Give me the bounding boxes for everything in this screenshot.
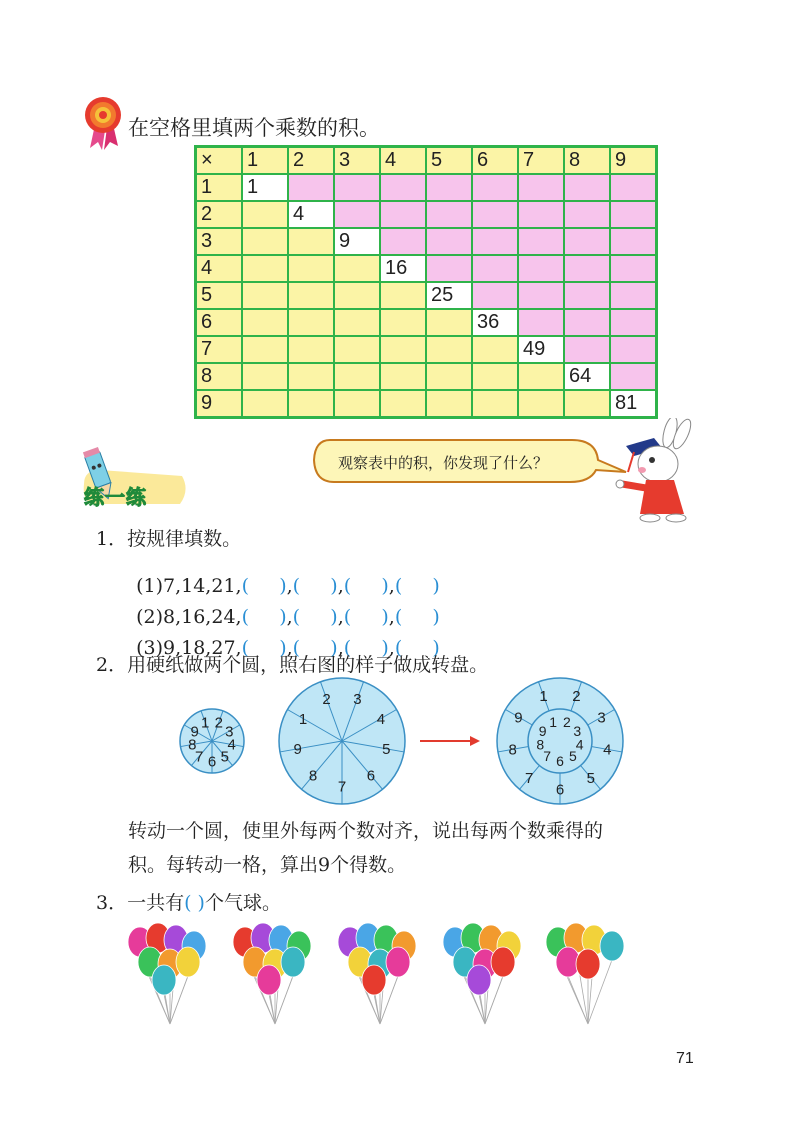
product-cell-filled: 25: [426, 282, 472, 309]
balloon: [600, 931, 624, 961]
product-cell-blank[interactable]: [426, 228, 472, 255]
wheel-number: 9: [538, 722, 547, 739]
product-cell-blank[interactable]: [610, 201, 657, 228]
row-header: 2: [196, 201, 243, 228]
balloon-bunch: [128, 923, 206, 1024]
wheel-number: 9: [293, 741, 302, 759]
q1-line-1-blank-1[interactable]: ( ): [241, 575, 287, 597]
wheel-number: 4: [603, 741, 612, 759]
col-header: 9: [610, 147, 657, 175]
product-cell-blank[interactable]: [242, 363, 288, 390]
product-cell-blank[interactable]: [288, 255, 334, 282]
multiplication-table: [194, 145, 658, 419]
product-cell-blank[interactable]: [242, 390, 288, 418]
combined-wheel: [497, 678, 623, 804]
wheel-number: 4: [376, 710, 386, 728]
q2-text-line-1: 转动一个圆，使里外每两个数对齐，说出每两个数乘得的: [128, 820, 604, 842]
wheel-number: 8: [308, 767, 318, 785]
product-cell-blank[interactable]: [610, 309, 657, 336]
balloon-bunch: [546, 923, 624, 1024]
product-cell-filled: 9: [334, 228, 380, 255]
balloon: [362, 965, 386, 995]
wheel-number: 7: [194, 748, 204, 766]
q1-line-3-prefix: (3)9,18,27,: [136, 637, 242, 659]
product-cell-blank[interactable]: [426, 309, 472, 336]
arrow-icon: [420, 736, 480, 746]
product-cell-filled: 1: [242, 174, 288, 201]
wheel-number: 8: [536, 736, 545, 753]
wheel-number: 5: [382, 741, 391, 759]
row-header: 6: [196, 309, 243, 336]
product-cell-blank[interactable]: [472, 228, 518, 255]
wheel-number: 9: [514, 709, 523, 727]
product-cell-blank[interactable]: [288, 363, 334, 390]
product-cell-blank[interactable]: [380, 336, 426, 363]
product-cell-filled: 49: [518, 336, 564, 363]
product-cell-blank[interactable]: [426, 174, 472, 201]
product-cell-blank[interactable]: [242, 255, 288, 282]
col-header: 7: [518, 147, 564, 175]
product-cell-blank[interactable]: [610, 336, 657, 363]
product-cell-blank[interactable]: [242, 309, 288, 336]
product-cell-blank[interactable]: [334, 282, 380, 309]
wheel-number: 4: [227, 736, 236, 754]
product-cell-blank[interactable]: [426, 390, 472, 418]
wheel-number: 7: [337, 778, 347, 796]
rosette-icon: [82, 94, 124, 150]
balloon: [491, 947, 515, 977]
product-cell-blank[interactable]: [564, 201, 610, 228]
product-cell-blank[interactable]: [334, 174, 380, 201]
q1-line-2-blank-3[interactable]: ( ): [343, 606, 389, 628]
practice-title: 练一练: [84, 485, 147, 509]
product-cell-blank[interactable]: [426, 201, 472, 228]
product-cell-blank[interactable]: [610, 174, 657, 201]
wheel-number: 6: [556, 752, 564, 769]
balloon-bunch: [233, 923, 311, 1024]
row-header: 1: [196, 174, 243, 201]
product-cell-filled: 4: [288, 201, 334, 228]
small-wheel: [180, 709, 244, 773]
product-cell-blank[interactable]: [610, 363, 657, 390]
product-cell-blank[interactable]: [564, 174, 610, 201]
row-header: 4: [196, 255, 243, 282]
wheel-number: 2: [214, 714, 224, 732]
product-cell-blank[interactable]: [564, 228, 610, 255]
balloon: [576, 949, 600, 979]
q1-line-3-blank-2[interactable]: ( ): [292, 637, 338, 659]
row-header: 5: [196, 282, 243, 309]
page-number: 71: [676, 1050, 694, 1067]
q3-text: [96, 888, 281, 915]
wheel-number: 6: [207, 753, 217, 771]
product-cell-blank[interactable]: [472, 282, 518, 309]
q1-title: 1．按规律填数。: [96, 528, 242, 550]
product-cell-blank[interactable]: [518, 282, 564, 309]
product-cell-blank[interactable]: [334, 336, 380, 363]
wheel-number: 8: [508, 741, 517, 759]
row-header: 8: [196, 363, 243, 390]
product-cell-blank[interactable]: [426, 255, 472, 282]
col-header: 3: [334, 147, 380, 175]
product-cell-blank[interactable]: [426, 336, 472, 363]
wheel-number: 3: [573, 722, 582, 739]
wheel-number: 7: [524, 770, 534, 788]
product-cell-blank[interactable]: [288, 336, 334, 363]
product-cell-blank[interactable]: [518, 201, 564, 228]
product-cell-blank[interactable]: [380, 228, 426, 255]
product-cell-blank[interactable]: [288, 228, 334, 255]
product-cell-blank[interactable]: [380, 309, 426, 336]
wheel-number: 2: [562, 714, 571, 731]
product-cell-blank[interactable]: [380, 363, 426, 390]
product-cell-blank[interactable]: [380, 174, 426, 201]
product-cell-blank[interactable]: [472, 255, 518, 282]
product-cell-blank[interactable]: [242, 282, 288, 309]
q1-line-2-prefix: (2)8,16,24,: [136, 606, 242, 628]
wheel-number: 1: [539, 688, 548, 706]
product-cell-blank[interactable]: [518, 309, 564, 336]
product-cell-blank[interactable]: [610, 255, 657, 282]
product-cell-blank[interactable]: [380, 390, 426, 418]
wheel-number: 3: [353, 690, 362, 708]
wheel-number: 3: [225, 723, 234, 741]
wheel-number: 3: [597, 709, 606, 727]
q1-line-3-blank-3[interactable]: ( ): [343, 637, 389, 659]
product-cell-blank[interactable]: [472, 336, 518, 363]
product-cell-blank[interactable]: [242, 201, 288, 228]
product-cell-blank[interactable]: [472, 174, 518, 201]
product-cell-blank[interactable]: [288, 390, 334, 418]
row-header: 3: [196, 228, 243, 255]
wheel-number: 8: [188, 736, 197, 754]
row-header: 9: [196, 390, 243, 418]
q1-line-3: (3)9,18,27,( ),( ),( ),( ): [136, 637, 440, 659]
q2-text-line-2: 积。每转动一格，算出9个得数。: [128, 854, 407, 876]
col-header: 4: [380, 147, 426, 175]
product-cell-blank[interactable]: [564, 255, 610, 282]
wheel-number: 1: [298, 710, 308, 728]
balloon: [176, 947, 200, 977]
bubble-text: 观察表中的积，你发现了什么？: [338, 454, 549, 472]
product-cell-blank[interactable]: [334, 363, 380, 390]
product-cell-blank[interactable]: [518, 174, 564, 201]
wheel-number: 9: [190, 723, 199, 741]
product-cell-blank[interactable]: [334, 255, 380, 282]
product-cell-blank[interactable]: [610, 228, 657, 255]
wheel-number: 4: [575, 736, 584, 753]
q1-line-3-blank-4[interactable]: ( ): [394, 637, 440, 659]
product-cell-blank[interactable]: [288, 282, 334, 309]
wheel-number: 1: [549, 714, 558, 731]
product-cell-filled: 16: [380, 255, 426, 282]
col-header: 6: [472, 147, 518, 175]
q1-line-2-blank-2[interactable]: ( ): [292, 606, 338, 628]
balloon: [257, 965, 281, 995]
col-header: 8: [564, 147, 610, 175]
product-cell-blank[interactable]: [518, 390, 564, 418]
product-cell-blank[interactable]: [334, 201, 380, 228]
balloon: [467, 965, 491, 995]
wheel-number: 7: [543, 748, 552, 765]
product-cell-blank[interactable]: [288, 309, 334, 336]
product-cell-blank[interactable]: [472, 390, 518, 418]
q1-line-1-blank-2[interactable]: ( ): [292, 575, 338, 597]
product-cell-blank[interactable]: [334, 390, 380, 418]
wheel-number: 5: [568, 748, 577, 765]
product-cell-blank[interactable]: [288, 174, 334, 201]
q1-line-3-blank-1[interactable]: ( ): [241, 637, 287, 659]
balloons-image: [120, 920, 660, 1030]
q2-title: 2．用硬纸做两个圆，照右图的样子做成转盘。: [96, 654, 489, 676]
balloon-bunch: [443, 923, 521, 1024]
wheel-number: 1: [200, 714, 210, 732]
rabbit-teacher-image: [612, 418, 702, 524]
wheel-number: 5: [586, 770, 596, 788]
product-cell-blank[interactable]: [426, 363, 472, 390]
product-cell-blank[interactable]: [518, 255, 564, 282]
product-cell-filled: 64: [564, 363, 610, 390]
product-cell-blank[interactable]: [518, 363, 564, 390]
q1-line-2-blank-1[interactable]: ( ): [241, 606, 287, 628]
product-cell-blank[interactable]: [380, 201, 426, 228]
product-cell-blank[interactable]: [610, 282, 657, 309]
product-cell-blank[interactable]: [564, 309, 610, 336]
col-header: 5: [426, 147, 472, 175]
product-cell-blank[interactable]: [472, 201, 518, 228]
product-cell-blank[interactable]: [564, 282, 610, 309]
page-heading: 在空格里填两个乘数的积。: [128, 116, 380, 140]
q1-line-1: (1)7,14,21,( ),( ),( ),( ): [136, 575, 440, 597]
product-cell-blank[interactable]: [564, 336, 610, 363]
q3-suffix: 个气球。: [204, 892, 281, 914]
product-cell-filled: 81: [610, 390, 657, 418]
product-cell-blank[interactable]: [564, 390, 610, 418]
q3-prefix: 3．一共有: [96, 892, 185, 914]
product-cell-blank[interactable]: [242, 336, 288, 363]
col-header: 2: [288, 147, 334, 175]
q1-line-2: (2)8,16,24,( ),( ),( ),( ): [136, 606, 440, 628]
product-cell-blank[interactable]: [242, 228, 288, 255]
product-cell-blank[interactable]: [472, 363, 518, 390]
large-wheel: [279, 678, 405, 804]
wheel-number: 2: [572, 688, 581, 706]
wheel-number: 6: [366, 767, 376, 785]
wheel-number: 2: [322, 690, 331, 708]
q1-line-1-blank-4[interactable]: ( ): [394, 575, 440, 597]
q1-line-1-prefix: (1)7,14,21,: [136, 575, 242, 597]
product-cell-blank[interactable]: [380, 282, 426, 309]
balloon: [281, 947, 305, 977]
product-cell-blank[interactable]: [334, 309, 380, 336]
col-header: 1: [242, 147, 288, 175]
wheel-figure: [170, 676, 640, 806]
wheel-number: 6: [555, 781, 565, 799]
q1-line-1-blank-3[interactable]: ( ): [343, 575, 389, 597]
q3-blank[interactable]: ( ): [184, 892, 205, 914]
balloon: [152, 965, 176, 995]
balloon: [386, 947, 410, 977]
table-corner: ×: [196, 147, 243, 175]
balloon-bunch: [338, 923, 416, 1024]
product-cell-filled: 36: [472, 309, 518, 336]
row-header: 7: [196, 336, 243, 363]
q1-line-2-blank-4[interactable]: ( ): [394, 606, 440, 628]
product-cell-blank[interactable]: [518, 228, 564, 255]
wheel-number: 5: [220, 748, 230, 766]
